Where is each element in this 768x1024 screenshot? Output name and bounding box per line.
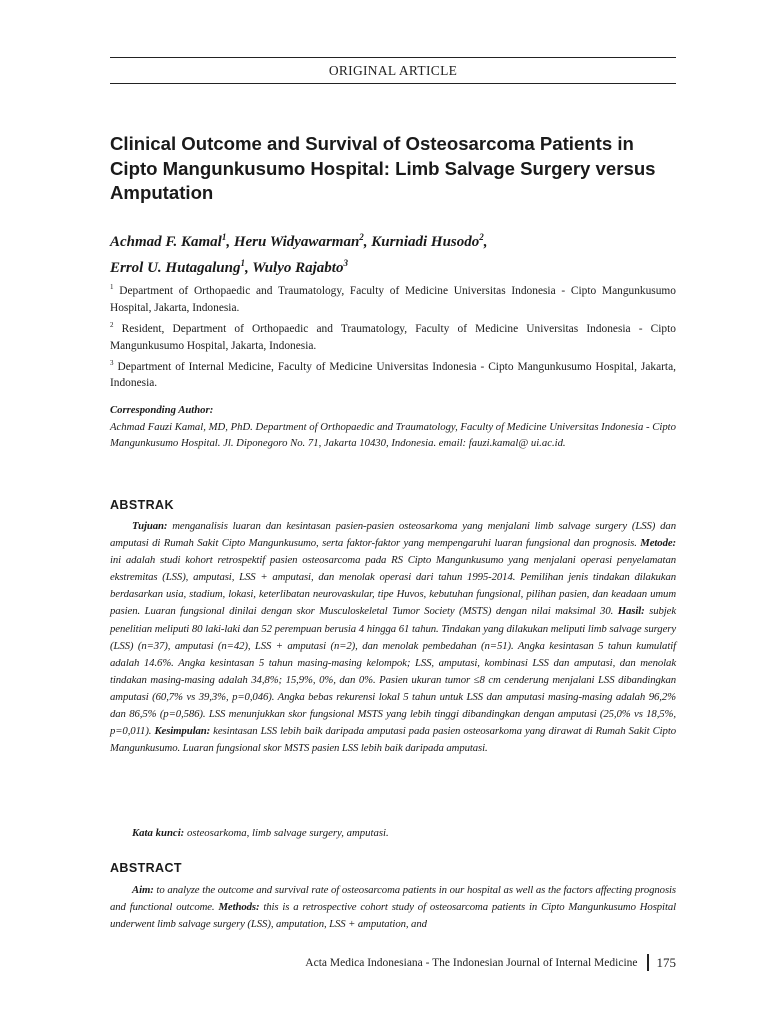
affiliation: $^2$ Resident, Department of Orthopaedic and Traumatology, Faculty of Medicine Universitas Indonesia - Cipto Mangunkusumo Hospital, Jakarta, Indonesia.: [110, 320, 676, 352]
affiliation: $^1$ Department of Orthopaedic and Traumatology, Faculty of Medicine Universitas Indonesia - Cipto Mangunkusumo Hospital, Jakarta, Indonesia.: [110, 283, 676, 314]
author-sup: 2: [359, 232, 364, 242]
author: Wulyo Rajabto: [252, 260, 344, 276]
abstract-heading: ABSTRACT: [110, 861, 182, 875]
abstract-body: Aim: to analyze the outcome and survival rate of osteosarcoma patients in our hospital as well as the factors affecting prognosis and functional outcome. Methods: this is a retrospective cohort study of osteosarcoma patients in Cipto Mangunkusumo Hospital underwent limb salvage surgery (LSS), amputation, LSS + amputation, and: [110, 884, 676, 931]
author-sup: 1: [240, 258, 245, 268]
page-number: 175: [656, 954, 676, 970]
abstrak-body: Tujuan: menganalisis luaran dan kesintasan pasien-pasien osteosarkoma yang menjalani limb salvage surgery (LSS) dan amputasi di Rumah Sakit Cipto Mangunkusumo, serta faktor-faktor yang mempengaruhi luaran fungsional dan prognosis. Metode: ini adalah studi kohort retrospektif pasien osteosarcoma pada RS Cipto Mangunkusumo yang menjalani operasi penyelamatan ekstremitas (LSS), amputasi, LSS + amputasi, dan menolak operasi dari tahun 1995-2014. Pemilihan jenis tindakan dilakukan berdasarkan usia, stadium, lokasi, keterlibatan neurovaskular, tipe Huvos, kebutuhan fungsional, pilihan pasien, dan keadaan umum pasien. Luaran fungsional dinilai dengan skor Musculoskeletal Tumor Society (MSTS) dengan nilai maksimal 30. Hasil: subjek penelitian meliputi 80 laki-laki dan 52 perempuan berusia 4 hingga 61 tahun. Tindakan yang dilakukan meliputi limb salvage surgery (LSS) (n=37), amputasi (n=42), LSS + amputasi (n=2), dan menolak pembedahan (n=51). Angka kesintasan 5 tahun kumulatif adalah 14.6%. Angka kesintasan 5 tahun masing-masing kelompok; LSS, amputasi, kombinasi LSS dan amputasi, dan menolak tindakan masing-masing adalah 34,8%; 15,9%, 0%, dan 0%. Pasien ukuran tumor ≤8 cm cenderung menjalani LSS dibandingkan amputasi (60,7% vs 39,3%, p=0,046). Angka bebas rekurensi lokal 5 tahun untuk LSS dan amputasi masing-masing adalah 96,2% dan 86,5% (p=0,586). LSS menunjukkan skor fungsional MSTS yang lebih tinggi dibandingkan dengan amputasi (25,0% vs 18,5%, p=0,011). Kesimpulan: kesintasan LSS lebih baik daripada amputasi pada pasien osteosarkoma yang dirawat di Rumah Sakit Cipto Mangunkusumo. Luaran fungsional skor MSTS pasien LSS lebih baik daripada amputasi.: [110, 520, 676, 755]
article-title: Clinical Outcome and Survival of Osteosarcoma Patients in Cipto Mangunkusumo Hospital: Limb Salvage Surgery versus Amputation: [110, 133, 656, 203]
author: Achmad F. Kamal: [110, 234, 222, 250]
author-sup: 1: [221, 232, 227, 242]
footer-divider: [647, 954, 649, 971]
affiliation: $^3$ Department of Internal Medicine, Faculty of Medicine Universitas Indonesia - Cipto Mangunkusumo Hospital, Jakarta, Indonesia.: [110, 358, 676, 390]
corresponding-label: Corresponding Author:: [110, 404, 214, 416]
affiliations: [110, 279, 676, 392]
section-label: ORIGINAL ARTICLE: [328, 63, 458, 78]
author-sup: 3: [343, 258, 348, 268]
corresponding-text: Achmad Fauzi Kamal, MD, PhD. Department of Orthopaedic and Traumatology, Faculty of Medicine Universitas Indonesia - Cipto Mangunkusumo Hospital. Jl. Diponegoro No. 71, Jakarta 10430, Indonesia. email: fauzi.kamal@ ui.ac.id.: [110, 420, 676, 449]
keywords: Kata kunci: osteosarkoma, limb salvage surgery, amputasi.: [132, 827, 389, 839]
journal-name: Acta Medica Indonesiana - The Indonesian Journal of Internal Medicine: [305, 956, 638, 969]
top-rule: [110, 57, 676, 58]
author-list: Achmad F. Kamal$^1$, Heru Widyawarman$^2$, Kurniadi Husodo$^2$, Errol U. Hutagalung$^1$, Wulyo Rajabto$^3$: [110, 232, 488, 276]
author: Errol U. Hutagalung: [110, 260, 241, 276]
corresponding-author: [110, 402, 676, 452]
author-sup: 2: [479, 232, 484, 242]
abstrak-heading: ABSTRAK: [110, 498, 174, 512]
author: Kurniadi Husodo: [371, 234, 480, 250]
section-rule: [110, 83, 676, 84]
author: Heru Widyawarman: [233, 234, 360, 250]
page-footer: [305, 954, 676, 971]
